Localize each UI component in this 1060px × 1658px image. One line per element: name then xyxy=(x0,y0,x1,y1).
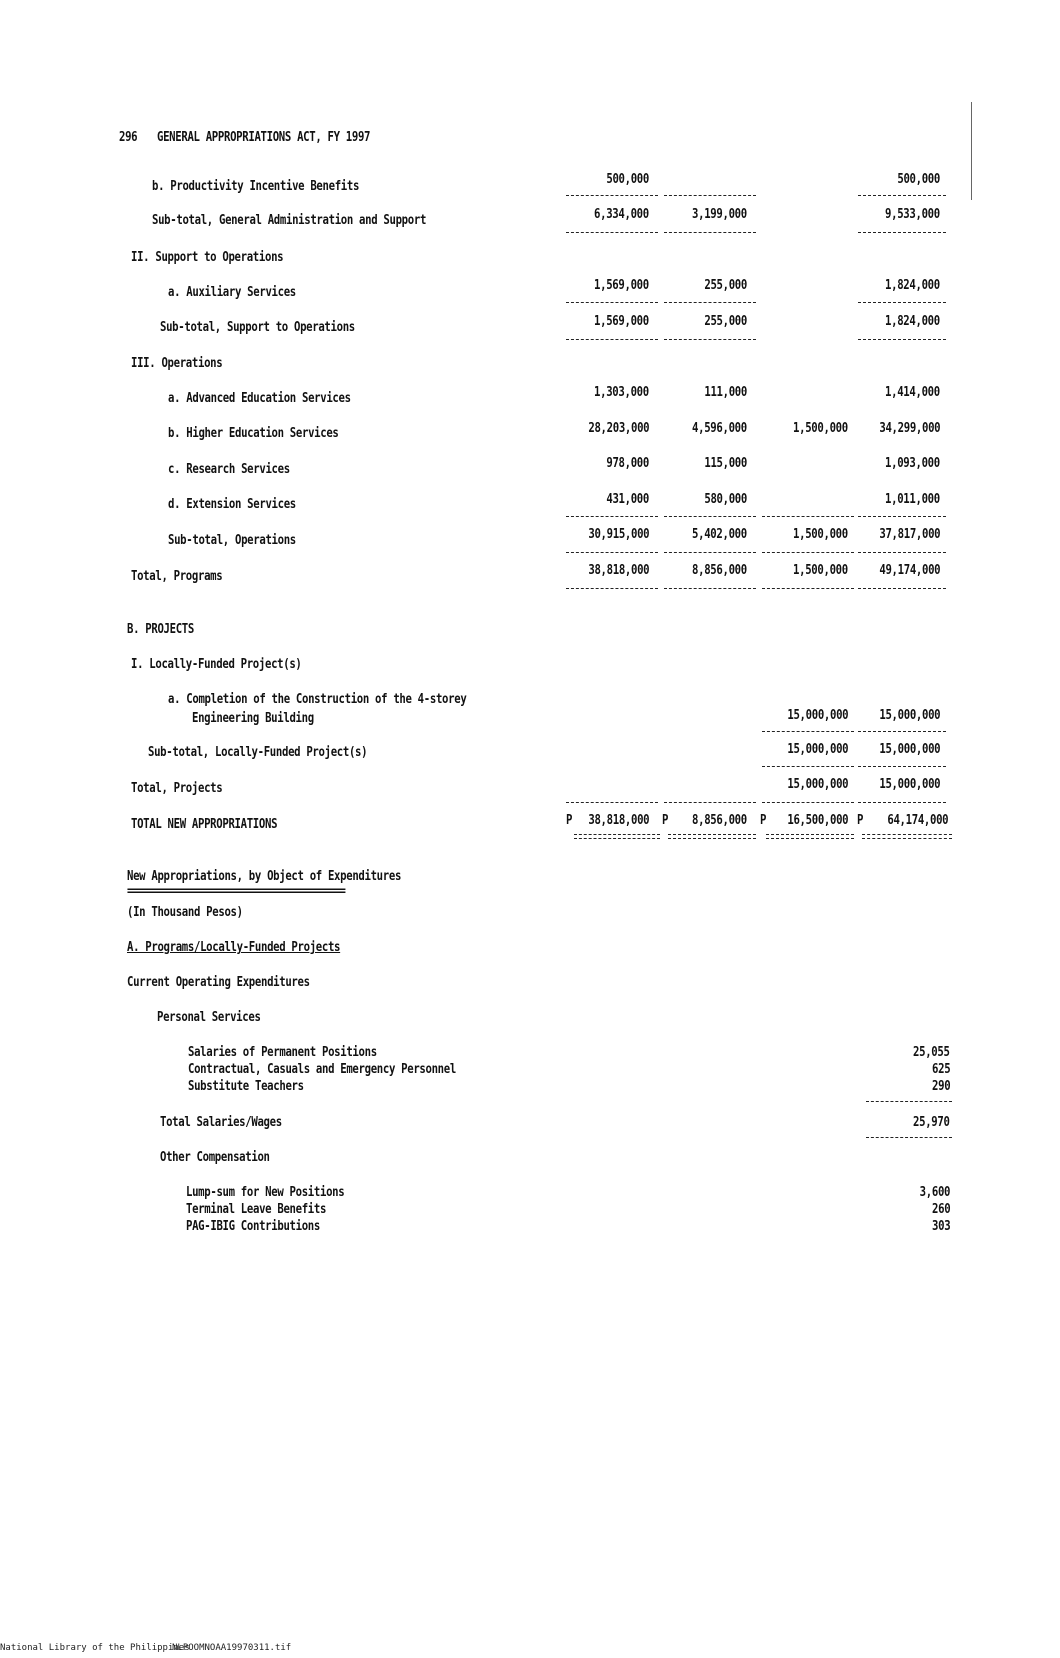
row-label: b. Higher Education Services xyxy=(168,426,339,441)
rule xyxy=(566,232,658,233)
object-label: Lump-sum for New Positions xyxy=(186,1185,345,1200)
object-value: 25,055 xyxy=(913,1045,950,1060)
rule xyxy=(762,731,854,732)
object-value: 303 xyxy=(931,1219,950,1234)
section-heading: III. Operations xyxy=(131,356,223,371)
rule xyxy=(762,588,854,589)
row-value-c4: 15,000,000 xyxy=(879,742,940,757)
row-value-c4: 1,011,000 xyxy=(885,492,940,507)
rule xyxy=(858,802,946,803)
object-value: 290 xyxy=(931,1079,950,1094)
objects-title: New Appropriations, by Object of Expenditures xyxy=(127,869,402,884)
row-label: Sub-total, General Administration and Support xyxy=(152,213,427,228)
objects-title-underline: ============================================ xyxy=(127,884,345,899)
object-value: 625 xyxy=(931,1062,950,1077)
object-label: Substitute Teachers xyxy=(188,1079,304,1094)
personal-services-heading: Personal Services xyxy=(157,1010,261,1025)
row-value-c4: 64,174,000 xyxy=(887,813,948,828)
section-a-heading: A. Programs/Locally-Funded Projects xyxy=(127,940,341,955)
object-label: Salaries of Permanent Positions xyxy=(188,1045,377,1060)
row-label: Sub-total, Operations xyxy=(168,533,296,548)
rule xyxy=(858,516,946,517)
row-value-c3: 1,500,000 xyxy=(793,421,848,436)
other-compensation-heading: Other Compensation xyxy=(160,1150,270,1165)
rule xyxy=(664,339,756,340)
rule xyxy=(664,302,756,303)
rule xyxy=(566,516,658,517)
unit-label: (In Thousand Pesos) xyxy=(127,905,243,920)
row-value-c4: 1,824,000 xyxy=(885,314,940,329)
rule xyxy=(566,588,658,589)
current-opex-heading: Current Operating Expenditures xyxy=(127,975,310,990)
section-heading: B. PROJECTS xyxy=(127,622,194,637)
double-rule xyxy=(574,834,660,839)
rule xyxy=(664,552,756,553)
rule xyxy=(664,516,756,517)
rule xyxy=(858,339,946,340)
row-label: a. Auxiliary Services xyxy=(168,285,296,300)
row-value-c3: 1,500,000 xyxy=(793,527,848,542)
row-label: Total, Programs xyxy=(131,569,223,584)
row-value-c2: 255,000 xyxy=(704,278,747,293)
page-title: GENERAL APPROPRIATIONS ACT, FY 1997 xyxy=(157,130,371,145)
row-label: c. Research Services xyxy=(168,462,290,477)
rule xyxy=(858,302,946,303)
object-value: 25,970 xyxy=(913,1115,950,1130)
row-label: a. Advanced Education Services xyxy=(168,391,351,406)
rule xyxy=(858,588,946,589)
row-value-c3: 15,000,000 xyxy=(787,708,848,723)
row-value-c4: 15,000,000 xyxy=(879,777,940,792)
rule xyxy=(566,339,658,340)
row-label: b. Productivity Incentive Benefits xyxy=(152,179,360,194)
row-value-c1: 30,915,000 xyxy=(588,527,649,542)
row-label: Sub-total, Support to Operations xyxy=(160,320,355,335)
double-rule xyxy=(668,834,756,839)
row-value-c4: 1,093,000 xyxy=(885,456,940,471)
row-label: Total, Projects xyxy=(131,781,223,796)
row-label: Engineering Building xyxy=(192,711,314,726)
row-value-c4: 1,414,000 xyxy=(885,385,940,400)
rule xyxy=(566,302,658,303)
rule xyxy=(858,552,946,553)
section-heading: I. Locally-Funded Project(s) xyxy=(131,657,302,672)
peso-sign: P xyxy=(566,813,573,828)
row-value-c1: 38,818,000 xyxy=(588,813,649,828)
rule xyxy=(566,552,658,553)
footer-library: National Library of the Philippines xyxy=(0,1643,190,1653)
rule xyxy=(664,802,756,803)
peso-sign: P xyxy=(760,813,767,828)
rule xyxy=(762,516,854,517)
row-value-c1: 1,569,000 xyxy=(594,314,649,329)
rule xyxy=(858,195,946,196)
double-rule xyxy=(862,834,952,839)
row-value-c1: 28,203,000 xyxy=(588,421,649,436)
row-value-c2: 4,596,000 xyxy=(692,421,747,436)
row-value-c2: 8,856,000 xyxy=(692,563,747,578)
row-value-c4: 34,299,000 xyxy=(879,421,940,436)
row-value-c4: 500,000 xyxy=(897,172,940,187)
row-label: d. Extension Services xyxy=(168,497,296,512)
row-value-c2: 8,856,000 xyxy=(692,813,747,828)
object-value: 3,600 xyxy=(919,1185,950,1200)
rule xyxy=(566,195,658,196)
row-value-c1: 978,000 xyxy=(606,456,649,471)
row-value-c3: 15,000,000 xyxy=(787,777,848,792)
row-value-c1: 38,818,000 xyxy=(588,563,649,578)
rule xyxy=(858,731,946,732)
rule xyxy=(866,1137,952,1138)
row-value-c4: 15,000,000 xyxy=(879,708,940,723)
rule xyxy=(858,766,946,767)
row-label: a. Completion of the Construction of the 4-storey xyxy=(168,692,467,707)
row-value-c4: 37,817,000 xyxy=(879,527,940,542)
rule xyxy=(664,588,756,589)
row-value-c4: 1,824,000 xyxy=(885,278,940,293)
row-value-c2: 255,000 xyxy=(704,314,747,329)
rule xyxy=(762,802,854,803)
row-value-c2: 3,199,000 xyxy=(692,207,747,222)
row-value-c2: 580,000 xyxy=(704,492,747,507)
rule xyxy=(566,802,658,803)
peso-sign: P xyxy=(662,813,669,828)
row-value-c1: 500,000 xyxy=(606,172,649,187)
row-value-c1: 1,569,000 xyxy=(594,278,649,293)
object-value: 260 xyxy=(931,1202,950,1217)
rule xyxy=(664,195,756,196)
rule xyxy=(858,232,946,233)
row-value-c3: 16,500,000 xyxy=(787,813,848,828)
page-number: 296 xyxy=(119,130,138,145)
row-value-c1: 431,000 xyxy=(606,492,649,507)
row-label: Sub-total, Locally-Funded Project(s) xyxy=(148,745,368,760)
row-value-c2: 5,402,000 xyxy=(692,527,747,542)
row-value-c3: 1,500,000 xyxy=(793,563,848,578)
rule xyxy=(866,1101,952,1102)
row-value-c4: 49,174,000 xyxy=(879,563,940,578)
object-label: PAG-IBIG Contributions xyxy=(186,1219,320,1234)
object-label: Contractual, Casuals and Emergency Personnel xyxy=(188,1062,456,1077)
row-value-c4: 9,533,000 xyxy=(885,207,940,222)
row-value-c2: 111,000 xyxy=(704,385,747,400)
scan-edge-mark xyxy=(971,102,972,200)
row-value-c1: 1,303,000 xyxy=(594,385,649,400)
object-label: Total Salaries/Wages xyxy=(160,1115,282,1130)
section-heading: II. Support to Operations xyxy=(131,250,284,265)
rule xyxy=(762,552,854,553)
row-value-c2: 115,000 xyxy=(704,456,747,471)
row-label: TOTAL NEW APPROPRIATIONS xyxy=(131,817,278,832)
row-value-c1: 6,334,000 xyxy=(594,207,649,222)
peso-sign: P xyxy=(857,813,864,828)
row-value-c3: 15,000,000 xyxy=(787,742,848,757)
footer-filename: NLPOOMNOAA19970311.tif xyxy=(172,1643,292,1653)
object-label: Terminal Leave Benefits xyxy=(186,1202,327,1217)
double-rule xyxy=(766,834,854,839)
rule xyxy=(762,766,854,767)
rule xyxy=(664,232,756,233)
